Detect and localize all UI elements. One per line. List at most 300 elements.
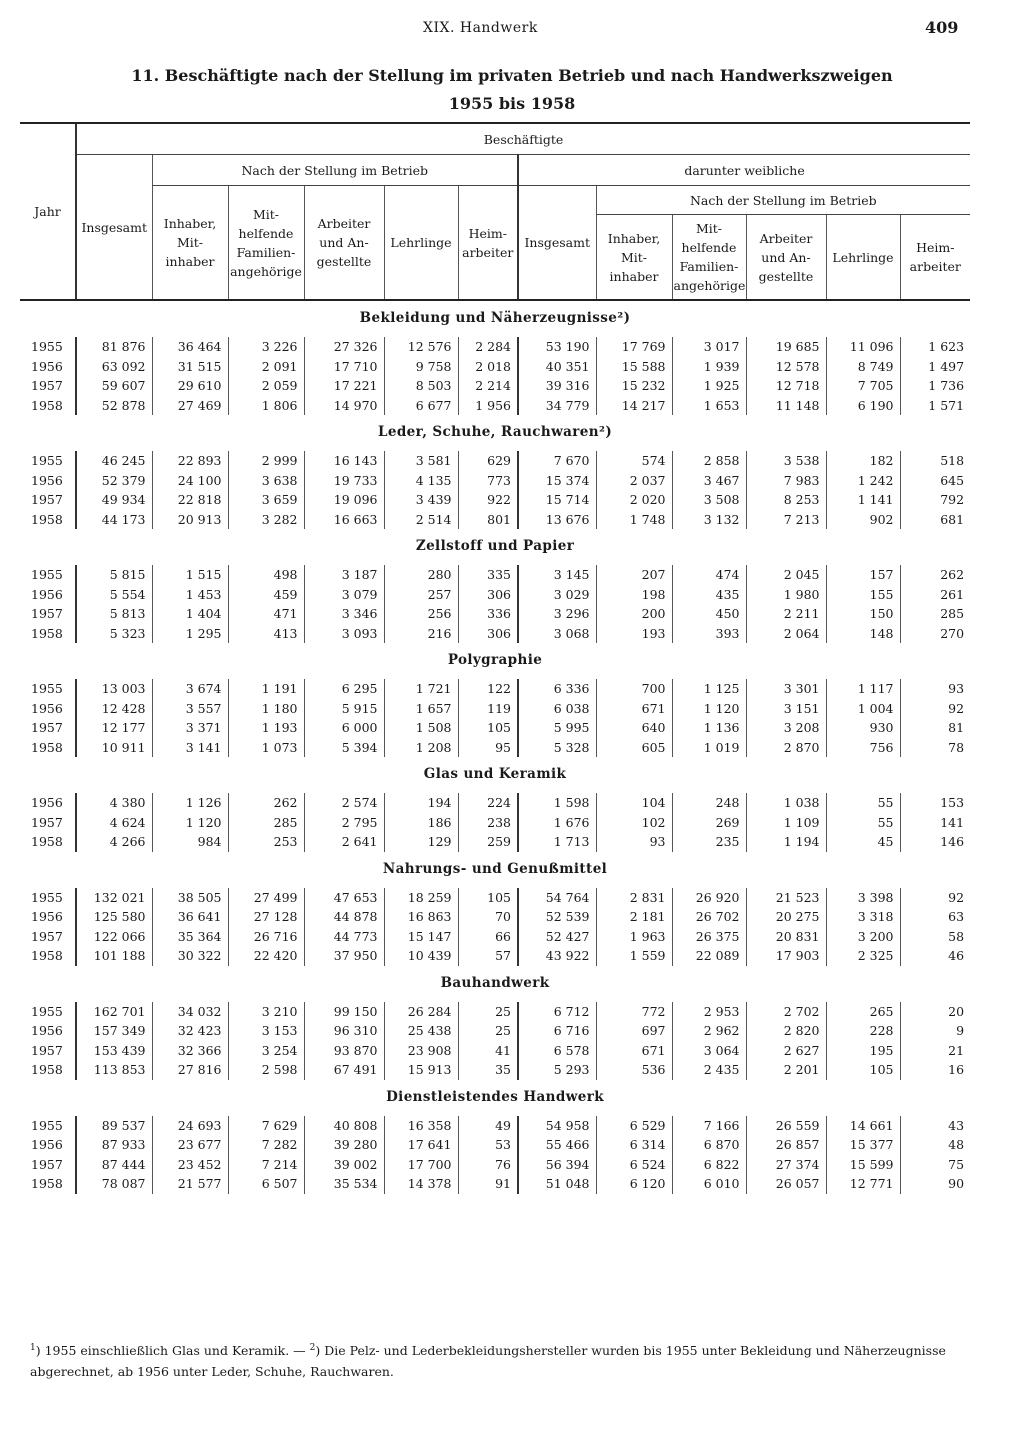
value-cell: 393 [672, 624, 746, 644]
value-cell: 12 576 [384, 337, 458, 357]
col-arbeiter: Arbeiter und An-gestellte [304, 186, 384, 301]
table-row [20, 1174, 970, 1194]
value-cell: 6 295 [304, 679, 384, 699]
group-heading: Polygraphie [447, 652, 543, 669]
value-cell: 23 677 [152, 1135, 228, 1155]
value-cell: 1 736 [900, 376, 970, 396]
value-cell: 3 029 [518, 585, 596, 605]
value-cell: 10 911 [76, 738, 152, 758]
value-cell: 125 580 [76, 907, 152, 927]
value-cell: 2 702 [746, 1002, 826, 1022]
value-cell: 2 795 [304, 813, 384, 833]
value-cell: 91 [458, 1174, 518, 1194]
value-cell: 413 [228, 624, 304, 644]
value-cell: 8 749 [826, 357, 900, 377]
value-cell: 756 [826, 738, 900, 758]
value-cell: 772 [596, 1002, 672, 1022]
value-cell: 6 336 [518, 679, 596, 699]
value-cell: 335 [458, 565, 518, 585]
running-header [0, 20, 1024, 42]
value-cell: 3 557 [152, 699, 228, 719]
value-cell: 105 [826, 1060, 900, 1080]
col-w-lehrlinge: Lehrlinge [826, 215, 900, 301]
value-cell: 306 [458, 624, 518, 644]
value-cell: 57 [458, 946, 518, 966]
value-cell: 253 [228, 832, 304, 852]
value-cell: 6 000 [304, 718, 384, 738]
table-row [20, 813, 970, 833]
value-cell: 96 310 [304, 1021, 384, 1041]
year-cell: 1956 [31, 795, 63, 810]
value-cell: 228 [826, 1021, 900, 1041]
col-w-mithelfende: Mit-helfende Familien-angehörige [672, 215, 746, 301]
table-row [20, 396, 970, 416]
group-heading: Bauhandwerk [440, 974, 550, 991]
value-cell: 216 [384, 624, 458, 644]
value-cell: 63 [900, 907, 970, 927]
value-cell: 6 677 [384, 396, 458, 416]
value-cell: 792 [900, 490, 970, 510]
value-cell: 6 507 [228, 1174, 304, 1194]
value-cell: 53 190 [518, 337, 596, 357]
value-cell: 6 120 [596, 1174, 672, 1194]
value-cell: 2 831 [596, 888, 672, 908]
value-cell: 3 508 [672, 490, 746, 510]
value-cell: 78 087 [76, 1174, 152, 1194]
value-cell: 16 [900, 1060, 970, 1080]
value-cell: 256 [384, 604, 458, 624]
year-cell: 1956 [31, 1137, 63, 1152]
table-row [20, 927, 970, 947]
value-cell: 5 813 [76, 604, 152, 624]
value-cell: 105 [458, 888, 518, 908]
year-cell: 1958 [31, 397, 63, 413]
value-cell: 1 109 [746, 813, 826, 833]
value-cell: 259 [458, 832, 518, 852]
value-cell: 104 [596, 793, 672, 813]
value-cell: 20 [900, 1002, 970, 1022]
table-row [20, 510, 970, 530]
year-cell: 1955 [31, 567, 63, 582]
value-cell: 280 [384, 565, 458, 585]
value-cell: 15 377 [826, 1135, 900, 1155]
table-row [20, 1155, 970, 1175]
group-heading-row [20, 643, 970, 679]
table-body [20, 300, 970, 1194]
value-cell: 150 [826, 604, 900, 624]
value-cell: 5 394 [304, 738, 384, 758]
value-cell: 200 [596, 604, 672, 624]
value-cell: 198 [596, 585, 672, 605]
value-cell: 101 188 [76, 946, 152, 966]
year-cell: 1955 [31, 1003, 63, 1019]
col-lehrlinge: Lehrlinge [384, 186, 458, 301]
value-cell: 186 [384, 813, 458, 833]
value-cell: 1 653 [672, 396, 746, 416]
value-cell: 2 598 [228, 1060, 304, 1080]
value-cell: 27 374 [746, 1155, 826, 1175]
value-cell: 53 [458, 1135, 518, 1155]
value-cell: 3 282 [228, 510, 304, 530]
value-cell: 16 143 [304, 451, 384, 471]
value-cell: 1 295 [152, 624, 228, 644]
value-cell: 2 641 [304, 832, 384, 852]
group-heading-row [20, 966, 970, 1002]
value-cell: 99 150 [304, 1002, 384, 1022]
value-cell: 248 [672, 793, 746, 813]
value-cell: 1 136 [672, 718, 746, 738]
value-cell: 13 003 [76, 679, 152, 699]
value-cell: 17 641 [384, 1135, 458, 1155]
col-inhaber: Inhaber, Mit-inhaber [152, 186, 228, 301]
value-cell: 155 [826, 585, 900, 605]
col-darunter-weibliche: darunter weibliche [518, 155, 970, 186]
table-row [20, 1060, 970, 1080]
value-cell: 52 379 [76, 471, 152, 491]
value-cell: 605 [596, 738, 672, 758]
year-cell: 1957 [31, 492, 63, 507]
value-cell: 26 857 [746, 1135, 826, 1155]
footnote-mark-1: 1 [30, 1343, 36, 1353]
year-cell: 1958 [31, 625, 63, 641]
value-cell: 1 571 [900, 396, 970, 416]
value-cell: 1 657 [384, 699, 458, 719]
value-cell: 40 351 [518, 357, 596, 377]
value-cell: 1 508 [384, 718, 458, 738]
value-cell: 76 [458, 1155, 518, 1175]
value-cell: 257 [384, 585, 458, 605]
year-cell: 1958 [31, 948, 63, 963]
value-cell: 1 191 [228, 679, 304, 699]
value-cell: 11 096 [826, 337, 900, 357]
year-cell: 1958 [31, 834, 63, 849]
value-cell: 105 [458, 718, 518, 738]
value-cell: 14 661 [826, 1116, 900, 1136]
footnotes [30, 1338, 950, 1382]
value-cell: 55 [826, 813, 900, 833]
value-cell: 1 404 [152, 604, 228, 624]
group-heading: Nahrungs- und Genußmittel [382, 860, 608, 877]
value-cell: 92 [900, 699, 970, 719]
value-cell: 17 769 [596, 337, 672, 357]
value-cell: 3 254 [228, 1041, 304, 1061]
value-cell: 1 117 [826, 679, 900, 699]
value-cell: 1 125 [672, 679, 746, 699]
value-cell: 262 [900, 565, 970, 585]
value-cell: 75 [900, 1155, 970, 1175]
col-w-inhaber: Inhaber, Mit-inhaber [596, 215, 672, 301]
value-cell: 518 [900, 451, 970, 471]
value-cell: 46 [900, 946, 970, 966]
group-heading: Dienstleistendes Handwerk [386, 1088, 604, 1105]
year-cell: 1957 [31, 1042, 63, 1058]
value-cell: 119 [458, 699, 518, 719]
value-cell: 14 378 [384, 1174, 458, 1194]
value-cell: 54 764 [518, 888, 596, 908]
value-cell: 157 [826, 565, 900, 585]
value-cell: 12 428 [76, 699, 152, 719]
value-cell: 10 439 [384, 946, 458, 966]
value-cell: 44 773 [304, 927, 384, 947]
value-cell: 1 038 [746, 793, 826, 813]
value-cell: 1 193 [228, 718, 304, 738]
value-cell: 207 [596, 565, 672, 585]
value-cell: 2 962 [672, 1021, 746, 1041]
value-cell: 54 958 [518, 1116, 596, 1136]
year-cell: 1956 [31, 586, 63, 602]
value-cell: 984 [152, 832, 228, 852]
value-cell: 671 [596, 1041, 672, 1061]
value-cell: 2 435 [672, 1060, 746, 1080]
value-cell: 306 [458, 585, 518, 605]
year-cell: 1956 [31, 358, 63, 374]
value-cell: 39 002 [304, 1155, 384, 1175]
value-cell: 52 427 [518, 927, 596, 947]
value-cell: 336 [458, 604, 518, 624]
value-cell: 30 322 [152, 946, 228, 966]
value-cell: 2 214 [458, 376, 518, 396]
value-cell: 18 259 [384, 888, 458, 908]
value-cell: 7 629 [228, 1116, 304, 1136]
value-cell: 3 371 [152, 718, 228, 738]
value-cell: 12 578 [746, 357, 826, 377]
value-cell: 2 858 [672, 451, 746, 471]
value-cell: 15 588 [596, 357, 672, 377]
value-cell: 1 019 [672, 738, 746, 758]
value-cell: 162 701 [76, 1002, 152, 1022]
value-cell: 63 092 [76, 357, 152, 377]
value-cell: 3 187 [304, 565, 384, 585]
value-cell: 102 [596, 813, 672, 833]
group-heading-row [20, 529, 970, 565]
col-mithelfende: Mit-helfende Familien-angehörige [228, 186, 304, 301]
value-cell: 32 423 [152, 1021, 228, 1041]
value-cell: 26 559 [746, 1116, 826, 1136]
value-cell: 38 505 [152, 888, 228, 908]
value-cell: 3 132 [672, 510, 746, 530]
table-row [20, 718, 970, 738]
value-cell: 7 213 [746, 510, 826, 530]
value-cell: 7 214 [228, 1155, 304, 1175]
table-row [20, 585, 970, 605]
value-cell: 40 808 [304, 1116, 384, 1136]
value-cell: 55 466 [518, 1135, 596, 1155]
value-cell: 26 716 [228, 927, 304, 947]
value-cell: 195 [826, 1041, 900, 1061]
value-cell: 49 934 [76, 490, 152, 510]
value-cell: 193 [596, 624, 672, 644]
value-cell: 1 963 [596, 927, 672, 947]
value-cell: 1 676 [518, 813, 596, 833]
value-cell: 7 166 [672, 1116, 746, 1136]
value-cell: 1 623 [900, 337, 970, 357]
value-cell: 47 653 [304, 888, 384, 908]
value-cell: 89 537 [76, 1116, 152, 1136]
value-cell: 474 [672, 565, 746, 585]
value-cell: 93 870 [304, 1041, 384, 1061]
value-cell: 2 325 [826, 946, 900, 966]
value-cell: 141 [900, 813, 970, 833]
value-cell: 3 145 [518, 565, 596, 585]
value-cell: 21 [900, 1041, 970, 1061]
value-cell: 157 349 [76, 1021, 152, 1041]
group-heading-row [20, 415, 970, 451]
value-cell: 2 091 [228, 357, 304, 377]
year-cell: 1958 [31, 511, 63, 527]
col-w-insgesamt: Insgesamt [518, 186, 596, 301]
value-cell: 2 999 [228, 451, 304, 471]
group-heading-row [20, 757, 970, 793]
value-cell: 37 950 [304, 946, 384, 966]
table-row [20, 1041, 970, 1061]
value-cell: 27 128 [228, 907, 304, 927]
value-cell: 44 173 [76, 510, 152, 530]
table-row [20, 946, 970, 966]
value-cell: 12 771 [826, 1174, 900, 1194]
value-cell: 269 [672, 813, 746, 833]
value-cell: 2 627 [746, 1041, 826, 1061]
value-cell: 471 [228, 604, 304, 624]
value-cell: 3 151 [746, 699, 826, 719]
group-heading: Zellstoff und Papier [415, 538, 575, 555]
group-heading: Bekleidung und Näherzeugnisse²) [359, 310, 631, 327]
section-title: XIX. Handwerk [423, 20, 538, 36]
value-cell: 459 [228, 585, 304, 605]
year-cell: 1955 [31, 453, 63, 468]
value-cell: 15 599 [826, 1155, 900, 1175]
value-cell: 20 913 [152, 510, 228, 530]
value-cell: 681 [900, 510, 970, 530]
value-cell: 14 217 [596, 396, 672, 416]
value-cell: 66 [458, 927, 518, 947]
value-cell: 6 190 [826, 396, 900, 416]
value-cell: 49 [458, 1116, 518, 1136]
value-cell: 51 048 [518, 1174, 596, 1194]
value-cell: 122 [458, 679, 518, 699]
value-cell: 4 135 [384, 471, 458, 491]
value-cell: 3 296 [518, 604, 596, 624]
value-cell: 2 514 [384, 510, 458, 530]
value-cell: 1 141 [826, 490, 900, 510]
value-cell: 58 [900, 927, 970, 947]
value-cell: 52 878 [76, 396, 152, 416]
value-cell: 4 624 [76, 813, 152, 833]
value-cell: 39 316 [518, 376, 596, 396]
value-cell: 26 057 [746, 1174, 826, 1194]
value-cell: 27 469 [152, 396, 228, 416]
year-cell: 1957 [31, 720, 63, 735]
value-cell: 52 539 [518, 907, 596, 927]
value-cell: 6 716 [518, 1021, 596, 1041]
value-cell: 3 467 [672, 471, 746, 491]
footnote-2: ) Die Pelz- und Lederbekleidungshersteller wurden bis 1955 unter Bekleidung und Näherzeugnisse abgerechnet, ab 1956 unter Leder, Schuhe, Rauchwaren. [30, 1343, 946, 1380]
value-cell: 34 032 [152, 1002, 228, 1022]
value-cell: 801 [458, 510, 518, 530]
value-cell: 2 064 [746, 624, 826, 644]
year-cell: 1957 [31, 378, 63, 393]
value-cell: 697 [596, 1021, 672, 1041]
value-cell: 20 275 [746, 907, 826, 927]
table-title-line2: 1955 bis 1958 [448, 94, 576, 113]
value-cell: 81 876 [76, 337, 152, 357]
value-cell: 498 [228, 565, 304, 585]
value-cell: 1 126 [152, 793, 228, 813]
value-cell: 2 020 [596, 490, 672, 510]
value-cell: 25 438 [384, 1021, 458, 1041]
footnote-mark-2: 2 [309, 1343, 316, 1353]
value-cell: 19 733 [304, 471, 384, 491]
year-cell: 1955 [31, 339, 63, 354]
value-cell: 285 [228, 813, 304, 833]
value-cell: 6 529 [596, 1116, 672, 1136]
footnote-1: ) 1955 einschließlich Glas und Keramik. — [35, 1343, 310, 1359]
value-cell: 1 598 [518, 793, 596, 813]
employment-table [20, 122, 970, 1194]
value-cell: 22 420 [228, 946, 304, 966]
year-cell: 1956 [31, 700, 63, 716]
value-cell: 922 [458, 490, 518, 510]
value-cell: 3 318 [826, 907, 900, 927]
value-cell: 132 021 [76, 888, 152, 908]
value-cell: 153 [900, 793, 970, 813]
value-cell: 238 [458, 813, 518, 833]
value-cell: 1 713 [518, 832, 596, 852]
value-cell: 90 [900, 1174, 970, 1194]
table-row [20, 357, 970, 377]
value-cell: 1 194 [746, 832, 826, 852]
value-cell: 2 018 [458, 357, 518, 377]
value-cell: 3 301 [746, 679, 826, 699]
value-cell: 773 [458, 471, 518, 491]
value-cell: 27 816 [152, 1060, 228, 1080]
value-cell: 78 [900, 738, 970, 758]
value-cell: 645 [900, 471, 970, 491]
value-cell: 55 [826, 793, 900, 813]
group-heading: Glas und Keramik [423, 766, 567, 783]
table-title [0, 62, 1024, 118]
value-cell: 81 [900, 718, 970, 738]
value-cell: 48 [900, 1135, 970, 1155]
value-cell: 113 853 [76, 1060, 152, 1080]
value-cell: 3 079 [304, 585, 384, 605]
value-cell: 1 120 [672, 699, 746, 719]
value-cell: 93 [900, 679, 970, 699]
value-cell: 3 538 [746, 451, 826, 471]
value-cell: 5 554 [76, 585, 152, 605]
value-cell: 21 577 [152, 1174, 228, 1194]
value-cell: 536 [596, 1060, 672, 1080]
value-cell: 14 970 [304, 396, 384, 416]
table-title-line1: 11. Beschäftigte nach der Stellung im privaten Betrieb und nach Handwerkszweigen [131, 66, 893, 85]
value-cell: 4 380 [76, 793, 152, 813]
value-cell: 285 [900, 604, 970, 624]
value-cell: 20 831 [746, 927, 826, 947]
value-cell: 25 [458, 1002, 518, 1022]
value-cell: 16 863 [384, 907, 458, 927]
value-cell: 39 280 [304, 1135, 384, 1155]
value-cell: 224 [458, 793, 518, 813]
value-cell: 95 [458, 738, 518, 758]
value-cell: 70 [458, 907, 518, 927]
table-row [20, 738, 970, 758]
value-cell: 34 779 [518, 396, 596, 416]
value-cell: 235 [672, 832, 746, 852]
value-cell: 43 922 [518, 946, 596, 966]
value-cell: 1 208 [384, 738, 458, 758]
value-cell: 2 574 [304, 793, 384, 813]
value-cell: 26 702 [672, 907, 746, 927]
value-cell: 17 903 [746, 946, 826, 966]
